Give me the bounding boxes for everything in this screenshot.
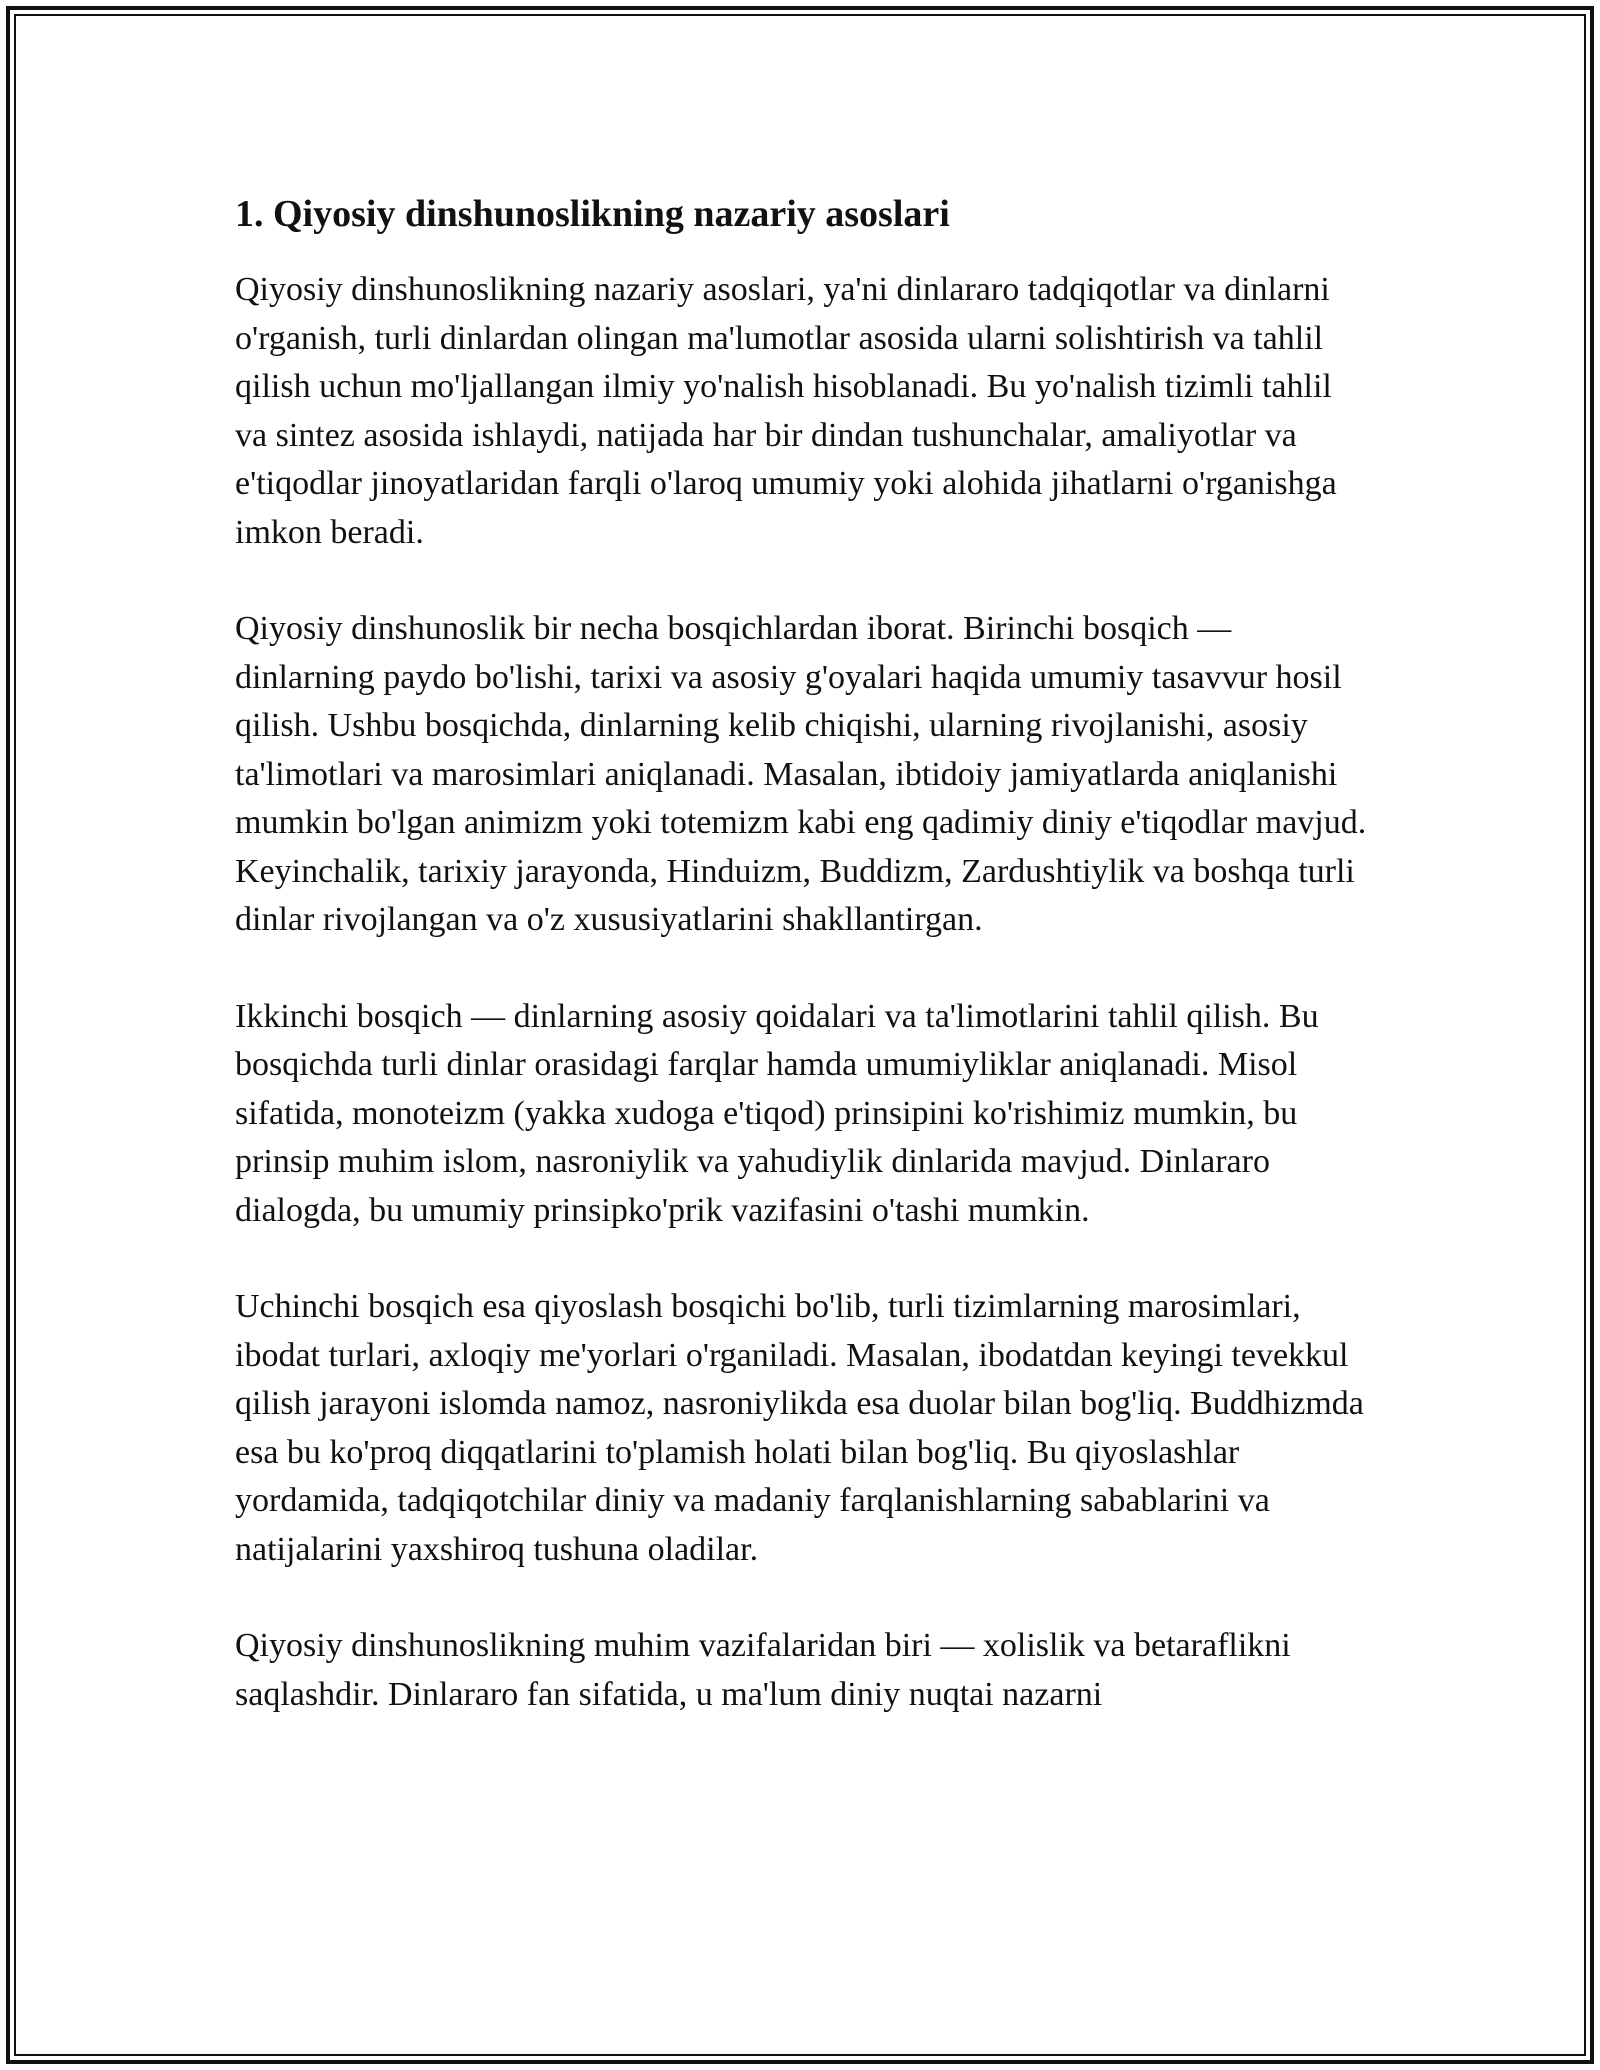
paragraph-4: Uchinchi bosqich esa qiyoslash bosqichi bo'lib, turli tizimlarning marosimlari, ibodat turlari, axloqiy me'yorlari o'rganiladi. Masalan, ibodatdan keyingi tevekkul qilish jarayoni islomda namoz, nasroniylikda esa duolar bilan bog'liq. Buddhizmda esa bu ko'proq diqqatlarini to'plamish holati bilan bog'liq. Bu qiyoslashlar yordamida, tadqiqotchilar diniy va madaniy farqlanishlarning sabablarini va natijalarini yaxshiroq tushuna oladilar. bbox=[235, 1288, 1364, 1568]
paragraph-5: Qiyosiy dinshunoslikning muhim vazifalaridan biri — xolislik va betaraflikni saqlashdir. Dinlararo fan sifatida, u ma'lum diniy nuqtai nazarni bbox=[235, 1627, 1291, 1713]
paragraph-2: Qiyosiy dinshunoslik bir necha bosqichlardan iborat. Birinchi bosqich — dinlarning paydo bo'lishi, tarixi va asosiy g'oyalari haqida umumiy tasavvur hosil qilish. Ushbu bosqichda, dinlarning kelib chiqishi, ularning rivojlanishi, asosiy ta'limotlari va marosimlari aniqlanadi. Masalan, ibtidoiy jamiyatlarda aniqlanishi mumkin bo'lgan animizm yoki totemizm kabi eng qadimiy diniy e'tiqodlar mavjud. Keyinchalik, tarixiy jarayonda, Hinduizm, Buddizm, Zardushtiylik va boshqa turli dinlar rivojlangan va o'z xususiyatlarini shakllantirgan. bbox=[235, 610, 1367, 938]
section-heading: 1. Qiyosiy dinshunoslikning nazariy asoslari bbox=[235, 193, 950, 235]
paragraph-1: Qiyosiy dinshunoslikning nazariy asoslari, ya'ni dinlararo tadqiqotlar va dinlarni o'rganish, turli dinlardan olingan ma'lumotlar asosida ularni solishtirish va tahlil qilish uchun mo'ljallangan ilmiy yo'nalish hisoblanadi. Bu yo'nalish tizimli tahlil va sintez asosida ishlaydi, natijada har bir dindan tushunchalar, amaliyotlar va e'tiqodlar jinoyatlaridan farqli o'laroq umumiy yoki alohida jihatlarni o'rganishga imkon beradi. bbox=[235, 271, 1337, 551]
document-body bbox=[235, 186, 1370, 1767]
paragraph-3: Ikkinchi bosqich — dinlarning asosiy qoidalari va ta'limotlarini tahlil qilish. Bu bosqichda turli dinlar orasidagi farqlar hamda umumiyliklar aniqlanadi. Misol sifatida, monoteizm (yakka xudoga e'tiqod) prinsipini ko'rishimiz mumkin, bu prinsip muhim islom, nasroniylik va yahudiylik dinlarida mavjud. Dinlararo dialogda, bu umumiy prinsipko'prik vazifasini o'tashi mumkin. bbox=[235, 997, 1319, 1229]
